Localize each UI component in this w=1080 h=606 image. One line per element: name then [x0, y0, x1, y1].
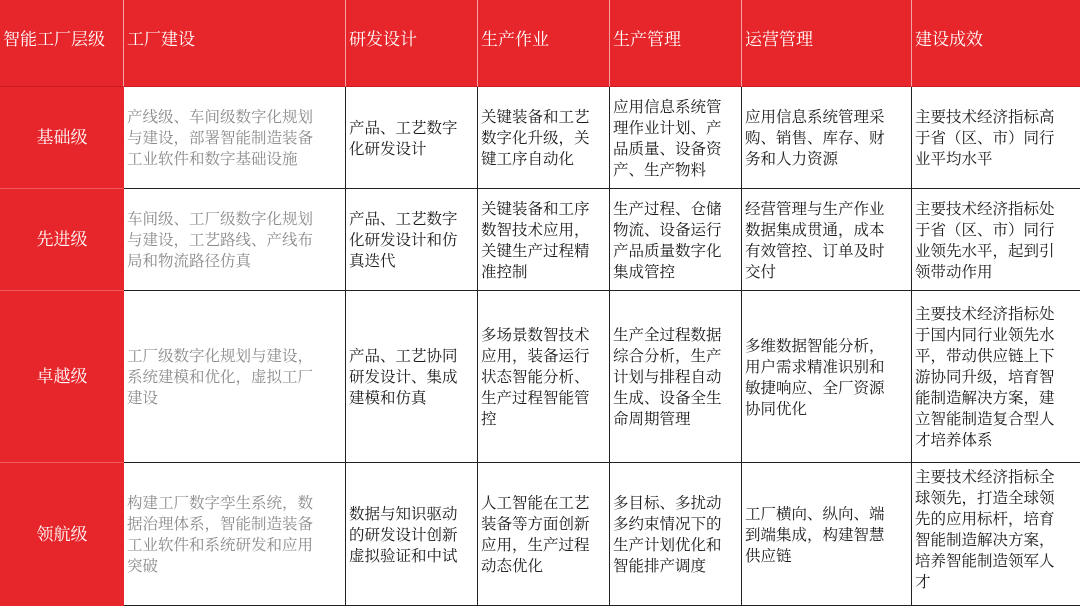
- cell-advanced-production: 关键装备和工序 数智技术应用， 关键生产过程精 准控制: [478, 189, 610, 291]
- cell-basic-rd: 产品、工艺数字 化研发设计: [346, 87, 478, 189]
- cell-excellent-results: 主要技术经济指标处 于国内同行业领先水 平，带动供应链上下 游协同升级，培育智 能制造解决方案，建 立智能制造复合型人 才培养体系: [912, 291, 1080, 463]
- cell-excellent-rd: 产品、工艺协同 研发设计、集成 建模和仿真: [346, 291, 478, 463]
- header-rd-design: 研发设计: [346, 0, 478, 87]
- cell-basic-production: 关键装备和工艺 数字化升级，关 键工序自动化: [478, 87, 610, 189]
- header-production-management: 生产管理: [610, 0, 742, 87]
- header-level: 智能工厂层级: [0, 0, 124, 87]
- cell-basic-factory: 产线级、车间级数字化规划 与建设，部署智能制造装备 工业软件和数字基础设施: [124, 87, 346, 189]
- cell-excellent-production: 多场景数智技术 应用，装备运行 状态智能分析、 生产过程智能管 控: [478, 291, 610, 463]
- cell-excellent-prod-mgmt: 生产全过程数据 综合分析，生产 计划与排程自动 生成、设备全生 命周期管理: [610, 291, 742, 463]
- cell-leading-results: 主要技术经济指标全 球领先，打造全球领 先的应用标杆，培育 智能制造解决方案， 培养智能制造领军人 才: [912, 463, 1080, 606]
- cell-leading-rd: 数据与知识驱动 的研发设计创新 虚拟验证和中试: [346, 463, 478, 606]
- level-excellent: 卓越级: [0, 291, 124, 463]
- cell-advanced-factory: 车间级、工厂级数字化规划 与建设，工艺路线、产线布 局和物流路径仿真: [124, 189, 346, 291]
- header-results: 建设成效: [912, 0, 1080, 87]
- cell-leading-factory: 构建工厂数字孪生系统，数 据治理体系，智能制造装备 工业软件和系统研发和应用 突破: [124, 463, 346, 606]
- cell-excellent-ops-mgmt: 多维数据智能分析， 用户需求精准识别和 敏捷响应、全厂资源 协同优化: [742, 291, 912, 463]
- cell-leading-production: 人工智能在工艺 装备等方面创新 应用，生产过程 动态优化: [478, 463, 610, 606]
- cell-advanced-ops-mgmt: 经营管理与生产作业 数据集成贯通，成本 有效管控、订单及时 交付: [742, 189, 912, 291]
- cell-basic-ops-mgmt: 应用信息系统管理采 购、销售、库存、财 务和人力资源: [742, 87, 912, 189]
- cell-advanced-rd: 产品、工艺数字 化研发设计和仿 真迭代: [346, 189, 478, 291]
- header-production-operation: 生产作业: [478, 0, 610, 87]
- cell-basic-prod-mgmt: 应用信息系统管 理作业计划、产 品质量、设备资 产、生产物料: [610, 87, 742, 189]
- cell-advanced-results: 主要技术经济指标处 于省（区、市）同行 业领先水平，起到引 领带动作用: [912, 189, 1080, 291]
- header-operations-management: 运营管理: [742, 0, 912, 87]
- cell-excellent-factory: 工厂级数字化规划与建设， 系统建模和优化，虚拟工厂 建设: [124, 291, 346, 463]
- cell-advanced-prod-mgmt: 生产过程、仓储 物流、设备运行 产品质量数字化 集成管控: [610, 189, 742, 291]
- level-leading: 领航级: [0, 463, 124, 606]
- cell-leading-ops-mgmt: 工厂横向、纵向、端 到端集成，构建智慧 供应链: [742, 463, 912, 606]
- level-advanced: 先进级: [0, 189, 124, 291]
- header-factory-construction: 工厂建设: [124, 0, 346, 87]
- cell-basic-results: 主要技术经济指标高 于省（区、市）同行 业平均水平: [912, 87, 1080, 189]
- level-basic: 基础级: [0, 87, 124, 189]
- cell-leading-prod-mgmt: 多目标、多扰动 多约束情况下的 生产计划优化和 智能排产调度: [610, 463, 742, 606]
